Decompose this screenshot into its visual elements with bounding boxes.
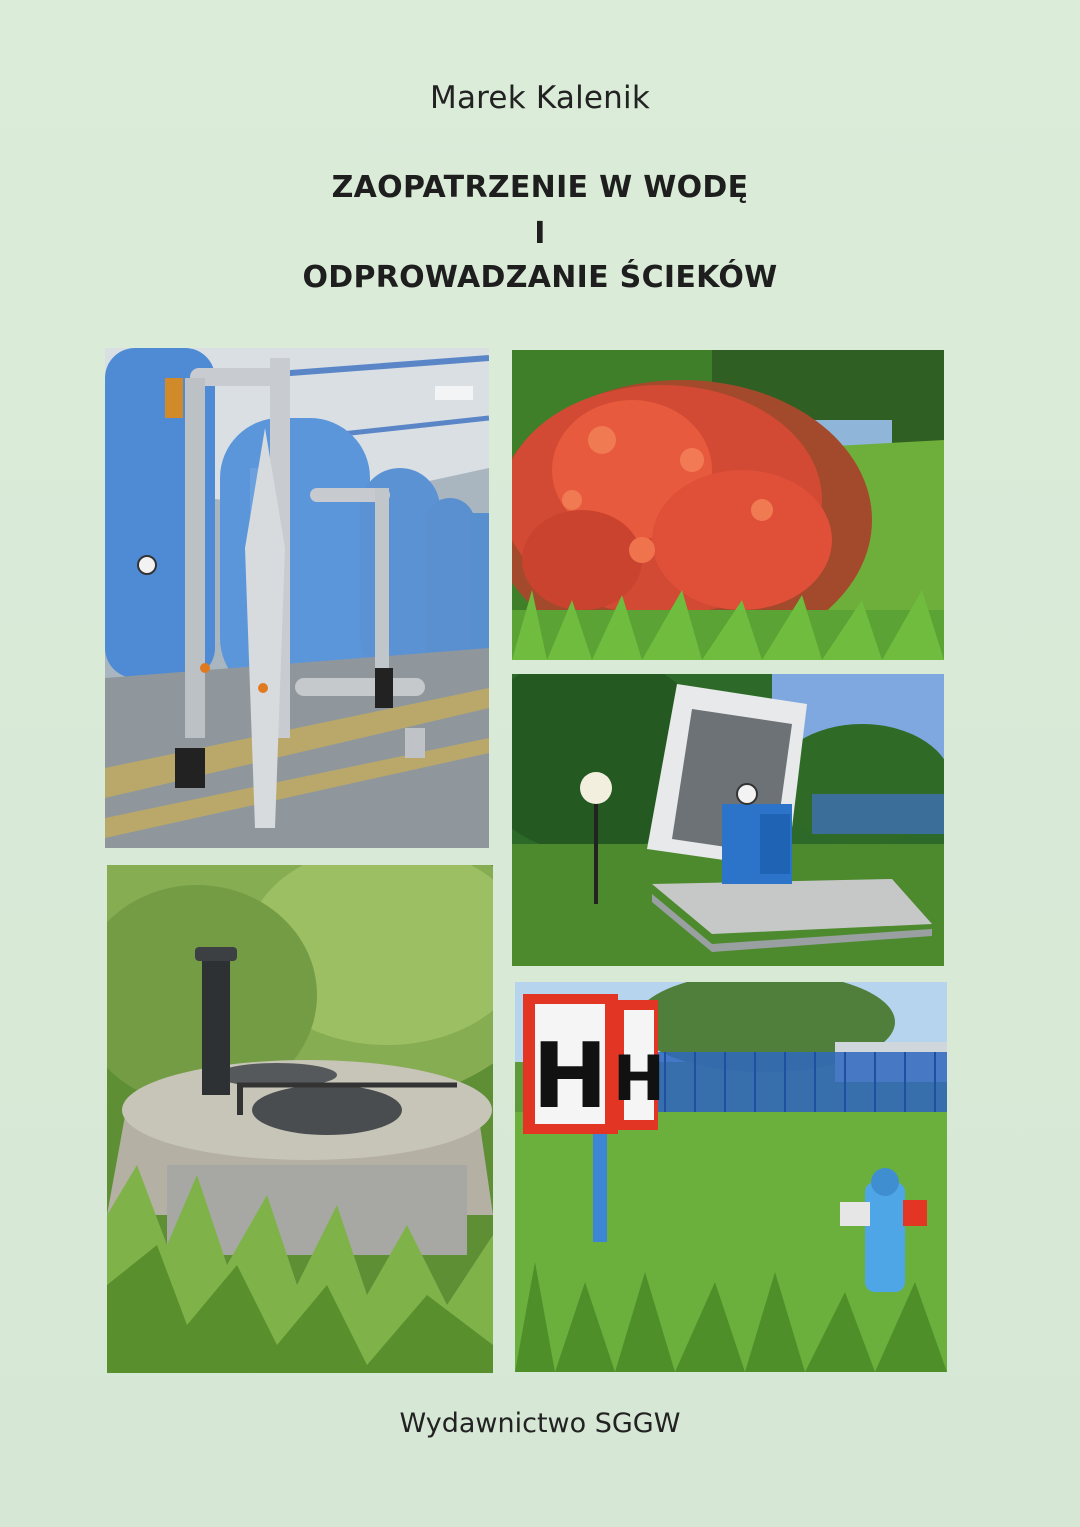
photo-hydrant-sign — [515, 982, 947, 1372]
author-name: Marek Kalenik — [430, 80, 650, 116]
sign-letter-left: H — [532, 1024, 608, 1129]
photo-well-cabinet — [512, 674, 944, 966]
sign-letter-right: H — [613, 1042, 665, 1115]
photo-filter-tanks — [105, 348, 489, 848]
title-line-1: ZAOPATRZENIE W WODĘ — [331, 170, 749, 205]
photo-concrete-well — [107, 865, 493, 1373]
title-line-2: I — [534, 216, 546, 251]
photo-flowering-shrub — [512, 350, 944, 660]
publisher-name: Wydawnictwo SGGW — [399, 1408, 681, 1439]
title-line-3: ODPROWADZANIE ŚCIEKÓW — [302, 260, 778, 295]
